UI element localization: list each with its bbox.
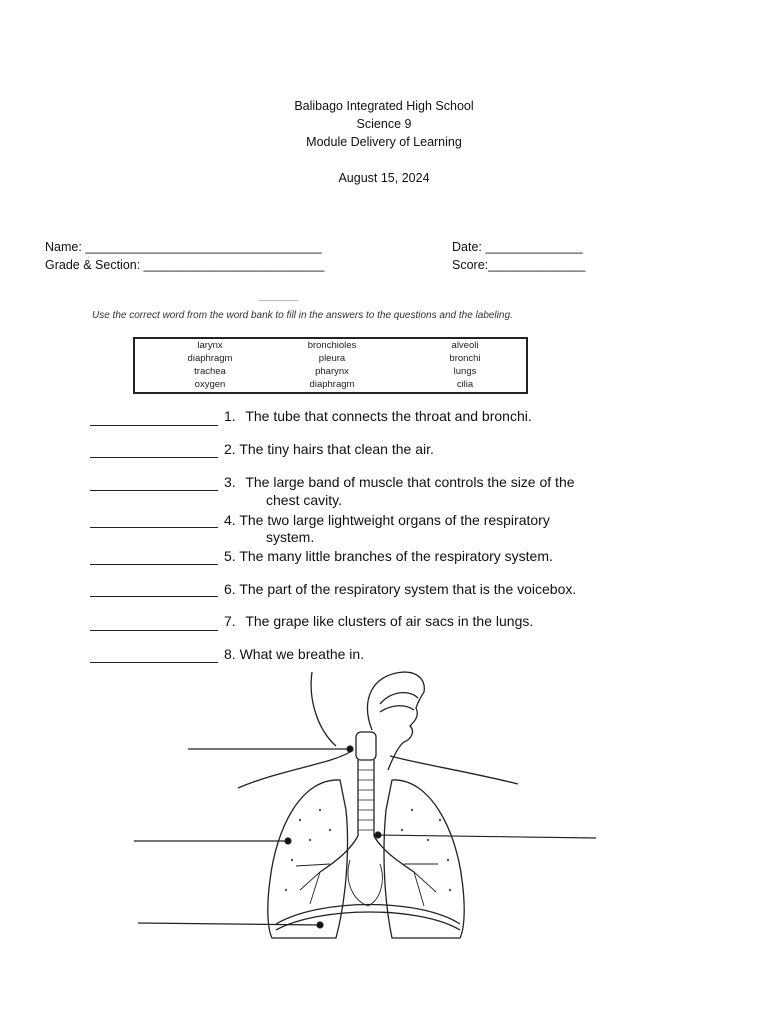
answer-blank-4[interactable] — [90, 527, 218, 528]
bronchi — [320, 836, 414, 872]
answer-blank-1[interactable] — [90, 425, 218, 426]
school-name: Balibago Integrated High School — [294, 99, 474, 113]
diaphragm-inner — [276, 912, 460, 930]
diaphragm — [276, 905, 460, 925]
label-dot — [285, 838, 291, 844]
question-1: 1. The tube that connects the throat and bronchi. — [224, 408, 532, 424]
trachea-rings — [358, 770, 374, 830]
word-bank-item: lungs — [453, 366, 477, 377]
word-bank-item: diaphragm — [309, 379, 355, 390]
larynx — [356, 732, 376, 760]
label-dot — [347, 746, 353, 752]
word-bank-item: oxygen — [194, 379, 226, 390]
trachea — [358, 760, 374, 836]
answer-blank-6[interactable] — [90, 596, 218, 597]
respiratory-system-diagram — [0, 660, 768, 940]
score-field[interactable]: Score:______________ — [452, 258, 586, 272]
question-8: 8. What we breathe in. — [224, 646, 365, 662]
question-3: 3. The large band of muscle that controls the size of the — [224, 474, 575, 490]
nasal-cavity — [380, 693, 418, 704]
question-6: 6. The part of the respiratory system that is the voicebox. — [224, 581, 577, 597]
neck-outline — [311, 672, 336, 746]
word-bank-item: pleura — [318, 353, 346, 364]
question-3-continued: chest cavity. — [266, 492, 342, 508]
word-bank-item: trachea — [194, 366, 226, 377]
answer-blank-2[interactable] — [90, 457, 218, 458]
question-4-continued: system. — [266, 529, 315, 545]
question-4: 4. The two large lightweight organs of the respiratory — [224, 512, 550, 528]
subject-title: Science 9 — [356, 117, 412, 131]
answer-blank-7[interactable] — [90, 630, 218, 631]
label-dot — [317, 922, 323, 928]
answer-blank-3[interactable] — [90, 490, 218, 491]
word-bank-item: bronchi — [449, 353, 481, 364]
word-bank-item: bronchioles — [307, 340, 357, 351]
oral-cavity — [380, 706, 414, 712]
label-dot — [375, 832, 381, 838]
word-bank-item: pharynx — [315, 366, 349, 377]
divider — [258, 300, 298, 301]
instructions: Use the correct word from the word bank to fill in the answers to the questions and the labeling. — [92, 310, 513, 321]
question-5: 5. The many little branches of the respiratory system. — [224, 548, 553, 564]
word-bank-item: larynx — [197, 340, 223, 351]
mediastinum — [348, 860, 382, 906]
word-bank-item: cilia — [456, 379, 474, 390]
word-bank — [133, 337, 528, 394]
question-7: 7. The grape like clusters of air sacs in the lungs. — [224, 613, 534, 629]
word-bank-item: alveoli — [451, 340, 479, 351]
right-shoulder — [390, 756, 518, 784]
name-field[interactable]: Name: __________________________________ — [45, 240, 322, 254]
answer-blank-5[interactable] — [90, 564, 218, 565]
document-date: August 15, 2024 — [338, 171, 430, 185]
question-2: 2. The tiny hairs that clean the air. — [224, 441, 434, 457]
bronchioles — [296, 864, 438, 906]
left-shoulder — [238, 752, 350, 788]
module-title: Module Delivery of Learning — [306, 135, 462, 149]
date-field[interactable]: Date: ______________ — [452, 240, 583, 254]
word-bank-item: diaphragm — [187, 353, 233, 364]
label-line-bronchi[interactable] — [378, 835, 596, 838]
grade-section-field[interactable]: Grade & Section: __________________________ — [45, 258, 325, 272]
